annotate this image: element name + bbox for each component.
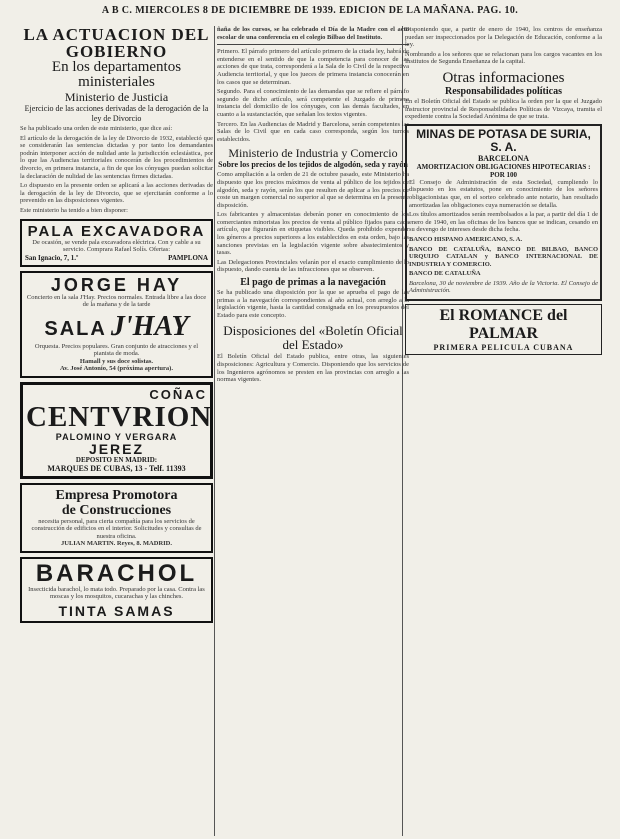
section-title: Ministerio de Justicia: [64, 90, 169, 104]
notice-city: BARCELONA: [477, 153, 530, 163]
article-paragraph: Tercero. En las Audiencias de Madrid y Barcelona, serán competentes las Salas de lo Civil que en cada caso corresponda, según los turnos establecidos.: [217, 120, 409, 143]
ad-subtitle: PRIMERA PELICULA CUBANA: [433, 343, 574, 353]
column-rule-1: [214, 26, 215, 836]
ad-title: Empresa Promotora: [55, 487, 178, 503]
headline-line-2: GOBIERNO: [65, 42, 168, 61]
ad-maker: PALOMINO Y VERGARA: [55, 431, 178, 442]
ad-title: de Construcciones: [61, 502, 172, 518]
notice-title: MINAS DE POTASA DE SURIA, S. A.: [416, 126, 591, 154]
article-paragraph: Se ha publicado una disposición por la que se aprueba el pago de las primas a la navegación correspondientes al año actual, con arreglo a la legislación vigente, hasta la cantidad consignada en los presupuestos del Estado para este concepto.: [217, 289, 409, 319]
ad-sala-name: J'HAY: [110, 310, 189, 342]
ad-text: De ocasión, se vende pala excavadora eléctrica. Con y cable a su servicio. Comprara Rafael Solís. Ofertas:: [32, 238, 201, 254]
article-paragraph: Este ministerio ha tenido a bien disponer:: [20, 206, 128, 214]
article-paragraph: Las Delegaciones Provinciales velarán por el exacto cumplimiento de lo dispuesto, dando cuenta de las infracciones que se observen.: [217, 258, 409, 274]
article-paragraph: El Boletín Oficial del Estado publica, entre otras, las siguientes disposiciones: Agricultura y Comercio. Disponiendo que los servicios de los Ingenieros agrónomos se presten en las provincias con arreglo a las normas vigentes.: [217, 353, 409, 384]
ad-address: MARQUES DE CUBAS, 13 - Telf. 11393: [47, 463, 186, 473]
notice-paragraph: BANCO DE CATALUÑA, BANCO DE BILBAO, BANCO URQUIJO CATALAN y BANCO INTERNACIONAL DE INDUSTRIA Y COMERCIO.: [409, 245, 598, 268]
column-1: [20, 26, 213, 627]
ad-text: Concierto en la sala J'Hay. Precios normales. Entrada libre a las doce de la mañana y de la tarde: [26, 293, 207, 309]
ad-tinta-samas: TINTA SAMAS: [58, 602, 175, 619]
headline-line-1: LA ACTUACION DEL: [23, 26, 210, 44]
section-title: El pago de primas a la navegación: [240, 277, 386, 289]
notice-paragraph: BANCO HISPANO AMERICANO, S. A.: [409, 235, 523, 243]
column-3: [405, 26, 602, 358]
subheadline: En los departamentos ministeriales: [51, 59, 182, 90]
ad-title: BARACHOL: [35, 559, 198, 587]
notice-date: Barcelona, 30 de noviembre de 1939. Año de la Victoria. El Consejo de Administración.: [409, 279, 598, 295]
ad-address: Hamall y sus doce solistas.: [79, 357, 154, 365]
ad-pala-excavadora: [20, 219, 213, 267]
page-header: [0, 0, 620, 20]
ad-conac: COÑAC: [149, 386, 207, 402]
section-title: Otras informaciones: [442, 69, 565, 86]
section-title: Ministerio de Industria y Comercio: [228, 146, 398, 161]
article-paragraph: Se ha publicado una orden de este ministerio, que dice así:: [20, 125, 173, 132]
ad-deposit: DEPOSITO EN MADRID:: [75, 455, 158, 464]
ad-title: JORGE HAY: [50, 274, 183, 295]
ad-title: El ROMANCE del PALMAR: [439, 307, 568, 343]
ad-title: PALA EXCAVADORA: [27, 222, 206, 240]
notice-bank: BANCO DE CATALUÑA: [409, 270, 481, 278]
section-subtitle: Responsabilidades políticas: [445, 85, 562, 97]
divider: [217, 44, 409, 45]
section-subtitle: Sobre los precios de los tejidos de algodón, seda y rayón: [218, 160, 408, 170]
header-line: A B C. MIERCOLES 8 DE DICIEMBRE DE 1939. EDICION DE LA MAÑANA. PAG. 10.: [101, 4, 519, 16]
article-paragraph: Nombrando a los señores que se relacionan para los cargos vacantes en los Institutos de Segunda Enseñanza de la capital.: [405, 50, 602, 66]
ad-address: San Ignacio, 7, 1.º: [25, 253, 79, 262]
article-paragraph: Segundo. Para el conocimiento de las demandas que se refiere el párrafo segundo de dicho artículo, será competente el Juzgado de primera instancia del domicilio de los cónyuges, con las demás facultades, en cuanto a la sustanciación, que señalan los textos vigentes.: [217, 88, 409, 118]
section-subtitle: Ejercicio de las acciones derivadas de la derogación de la ley de Divorcio: [24, 104, 209, 123]
notice-paragraph: El Consejo de Administración de esta Sociedad, cumpliendo lo dispuesto en los estatutos, pone en conocimiento de los señores obligacionistas que, en el sorteo celebrado ante notario, han resultado amortizadas las obligaciones cuya numeración se detalla.: [409, 178, 598, 209]
ad-empresa-promotora: [20, 483, 213, 553]
notice-minas-suria: [405, 124, 602, 301]
ad-text: necesita personal, para cierta compañía para los servicios de construcción de edificios en el interior. Solicitudes y consultas de nuestra oficina.: [31, 517, 202, 540]
article-paragraph: Lo dispuesto en la presente orden se aplicará a las acciones derivadas de la derogación de la ley de Divorcio, que se ejercitarán conforme a lo prevenido en las disposiciones vigentes.: [20, 182, 213, 205]
ad-signature: JULIAN MARTIN. Reyes, 8. MADRID.: [61, 540, 172, 548]
ad-city: JEREZ: [88, 440, 145, 457]
ad-conac-centurion: [20, 382, 213, 479]
article-top: ñaña de los cursos, se ha celebrado el Día de la Madre con el acto escolar de una conferencia en el colegio Bilbao del Instituto.: [217, 26, 409, 41]
section-title: Disposiciones del «Boletín Oficial del Estado»: [223, 323, 403, 353]
ad-address: Av. José Antonio, 54 (próxima apertura).: [60, 365, 173, 373]
ad-sala-label: SALA: [44, 317, 107, 340]
notice-subtitle: AMORTIZACION OBLIGACIONES HIPOTECARIAS : POR 100: [416, 162, 591, 179]
ad-romance-palmar: [405, 304, 602, 355]
notice-paragraph: Los títulos amortizados serán reembolsados a la par, a partir del día 1 de enero de 1940, en las oficinas de los bancos que se indican, cesando en su devengo de intereses desde dicha fecha.: [409, 211, 598, 234]
column-2: [217, 26, 409, 386]
ad-jorge-hay: [20, 271, 213, 378]
article-paragraph: En el Boletín Oficial del Estado se publica la orden por la que el Juzgado instructor provincial de Responsabilidades Políticas de Vizcaya, tramita el expediente contra la Sociedad Anónima de que se trata.: [405, 97, 602, 121]
article-paragraph: Como ampliación a la orden de 21 de octubre pasado, este Ministerio ha dispuesto que los precios máximos de venta al público de los tejidos de algodón, seda y rayón, serán los que resulten de aplicar a los precios de coste un margen comercial no superior al que se determina en la presente disposición.: [217, 171, 409, 209]
article-paragraph: El artículo de la derogación de la ley de Divorcio de 1932, estableció que se considerarán las sentencias dictadas y por tanto los demandantes podrán interponer acción de nulidad ante la jurisdicción eclesiástica, por lo que las Audiencias territoriales conocerán de los procedimientos de divorcio, en primera instancia, a fin de que los cónyuges puedan solicitar la declaración de nulidad de las sentencias firmes dictadas.: [20, 134, 213, 180]
article-paragraph: Primero. El párrafo primero del artículo primero de la citada ley, habrá de entenderse en el sentido de que la competencia para conocer de las acciones de que trata, corresponderá a la Sala de lo Civil de la respectiva Audiencia territorial, y que los jueces de primera instancia conocerán en los casos que se determinan.: [217, 48, 409, 86]
ad-text: Orquesta. Precios populares. Gran conjunto de atracciones y el pianista de moda.: [34, 342, 199, 358]
ad-city: PAMPLONA: [168, 253, 208, 262]
ad-text: Insecticida barachol, lo mata todo. Preparado por la casa. Contra las moscas y los mosquitos, cucarachas y las chinches.: [28, 585, 205, 601]
ad-brand: CENTVRION: [26, 400, 213, 433]
article-paragraph: Disponiendo que, a partir de enero de 1940, los centros de enseñanza puedan ser inspeccionados por la Delegación de Educación, conforme a la ley.: [405, 26, 602, 49]
article-paragraph: Los fabricantes y almacenistas deberán poner en conocimiento de los comerciantes minoristas los precios de venta al público fijados para cada artículo, que figurarán en etiquetas visibles. Queda prohibido expender los géneros a precios superiores a los establecidos en esta orden, bajo las sanciones previstas en la legislación vigente sobre abastecimientos y tasas.: [217, 211, 409, 257]
ad-barachol: [20, 557, 213, 623]
